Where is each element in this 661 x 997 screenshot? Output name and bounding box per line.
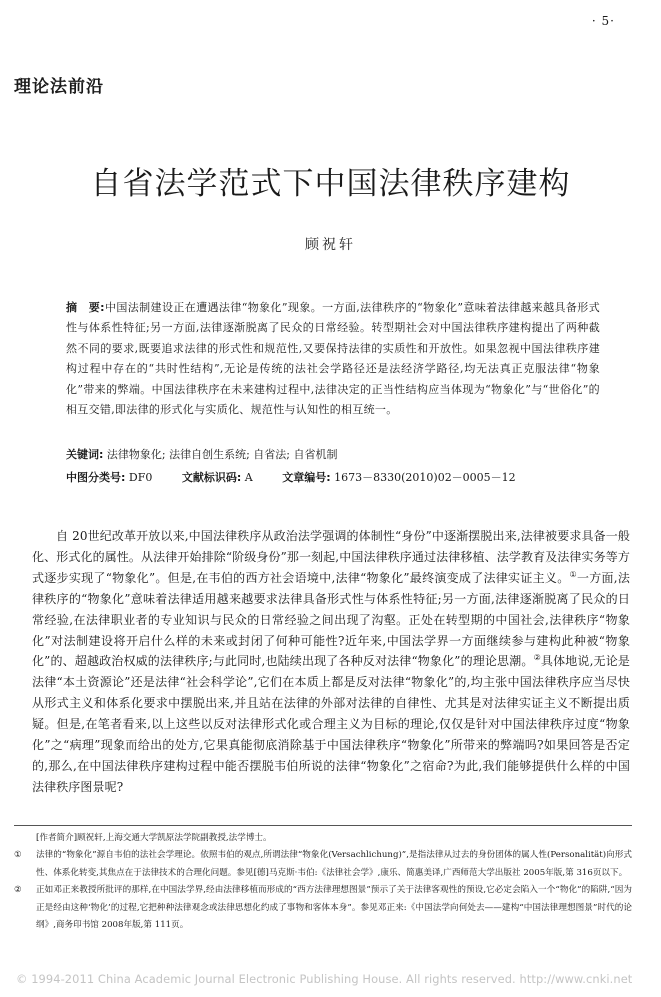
author-note [14, 830, 632, 847]
note-mark: ② [14, 885, 22, 896]
note-mark: ① [14, 850, 22, 861]
footnote-ref-1[interactable]: ① [569, 569, 577, 579]
abstract-text: 中国法制建设正在遭遇法律“物象化”现象。一方面,法律秩序的“物象化”意味着法律越来越具备形式性与体系性特征;另一方面,法律逐渐脱离了民众的日常经验。转型期社会对中国法律秩序建构提出了两种截然不同的要求,既要追求法律的形式性和规范性,又要保持法律的实质性和开放性。如果忽视中国法律秩序建构过程中存在的“共时性结构”,无论是传统的法社会学路径还是法经济学路径,均无法真正克服法律“物象化”带来的弊端。中国法律秩序在未来建构过程中,法律决定的正当性结构应当体现为“物象化”与“世俗化”的相互交错,即法律的形式化与实质化、规范性与认知性的相互统一。 [66, 301, 600, 417]
abstract [66, 298, 600, 420]
article-title: 自省法学范式下中国法律秩序建构 [90, 166, 571, 202]
keywords-label: 关键词: [66, 448, 104, 461]
classification-line [66, 469, 542, 485]
footnote-2 [14, 882, 632, 934]
note-mark [14, 830, 36, 847]
clc-label: 中图分类号: [66, 471, 126, 484]
page-number: · 5· [591, 14, 615, 28]
footnote-ref-2[interactable]: ② [533, 653, 541, 663]
body-text [32, 526, 630, 798]
keywords [66, 446, 338, 462]
footnote-1 [14, 847, 632, 882]
doc-code-value: A [244, 471, 253, 484]
note-text: 正如邓正来教授所批评的那样,在中国法学界,经由法律移植而形成的“西方法律理想图景”预示了关于法律客观性的预设,它必定会陷入一个“物化”的陷阱,“因为正是经由这种‘物化’的过程,它把种种法律观念或法律思想化约成了事物和客体本身”。参见邓正来:《中国法学向何处去——建构“中国法律理想图景”时代的论纲》,商务印书馆 2008年版,第 111页。 [36, 885, 632, 931]
body-paragraph [32, 526, 630, 798]
body-text-part: 自 20世纪改革开放以来,中国法律秩序从政治法学强调的体制性“身份”中逐渐摆脱出来,法律被要求具备一般化、形式化的属性。从法律开始排除“阶级身份”那一刻起,中国法律秩序通过法律移植、法学教育及法律实务等方式逐步实现了“物象化”。但是,在韦伯的西方社会语境中,法律“物象化”最终演变成了法律实证主义。 [32, 529, 630, 585]
abstract-label: 摘 要: [66, 301, 105, 314]
copyright-watermark: © 1994-2011 China Academic Journal Electronic Publishing House. All rights reserved. http://www.cnki.net [16, 972, 633, 986]
article-number-value: 1673－8330(2010)02－0005－12 [334, 471, 516, 484]
doc-code-label: 文献标识码: [181, 471, 242, 484]
article-number-label: 文章编号: [282, 471, 331, 484]
section-heading: 理论法前沿 [14, 77, 104, 97]
clc-value: DF0 [128, 471, 153, 484]
note-text: [作者简介]顾祝轩,上海交通大学凯原法学院副教授,法学博士。 [36, 833, 272, 843]
keywords-text: 法律物象化; 法律自创生系统; 自省法; 自省机制 [106, 448, 338, 461]
body-text-part: 一方面,法律秩序的“物象化”意味着法律适用越来越要求法律具备形式性与体系性特征;另一方面,法律逐渐脱离了民众的日常经验,在法律职业者的专业知识与民众的日常经验之间出现了沟壑。正处在转型期的中国社会,法律秩序“物象化”对法制建设将开启什么样的未来或封闭了何种可能性?近年来,中国法学界一方面继续参与建构此种被“物象化”的、超越政治权威的法律秩序;与此同时,也陆续出现了各种反对法律“物象化”的理论思潮。 [32, 570, 631, 669]
article-author: 顾祝轩 [305, 237, 356, 253]
body-text-part: 具体地说,无论是法律“本土资源论”还是法律“社会科学论”,它们在本质上都是反对法律“物象化”的,均主张中国法律秩序应当尽快从形式主义和体系化要求中摆脱出来,并且站在法律的外部对法律的自律性、尤其是对法律实证主义不断提出质疑。但是,在笔者看来,以上这些以反对法律形式化或合理主义为目标的理论,仅仅是针对中国法律秩序过度“物象化”之“病理”现象而给出的处方,它果真能彻底消除基于中国法律秩序“物象化”所带来的弊端吗?如果回答是否定的,那么,在中国法律秩序建构过程中能否摆脱韦伯所说的法律“物象化”之宿命?为此,我们能够提供什么样的中国法律秩序图景呢? [32, 654, 630, 794]
note-text: 法律的“物象化”源自韦伯的法社会学理论。依照韦伯的观点,所谓法律“物象化(Versachlichung)”,是指法律从过去的身份团体的属人性(Personalität)向形式性、体系化转变,其焦点在于法律技术的合理化问题。参见[德]马克斯·韦伯:《法律社会学》,康乐、简惠美译,广西师范大学出版社 2005年版,第 316页以下。 [36, 850, 632, 878]
footnotes [14, 825, 632, 934]
